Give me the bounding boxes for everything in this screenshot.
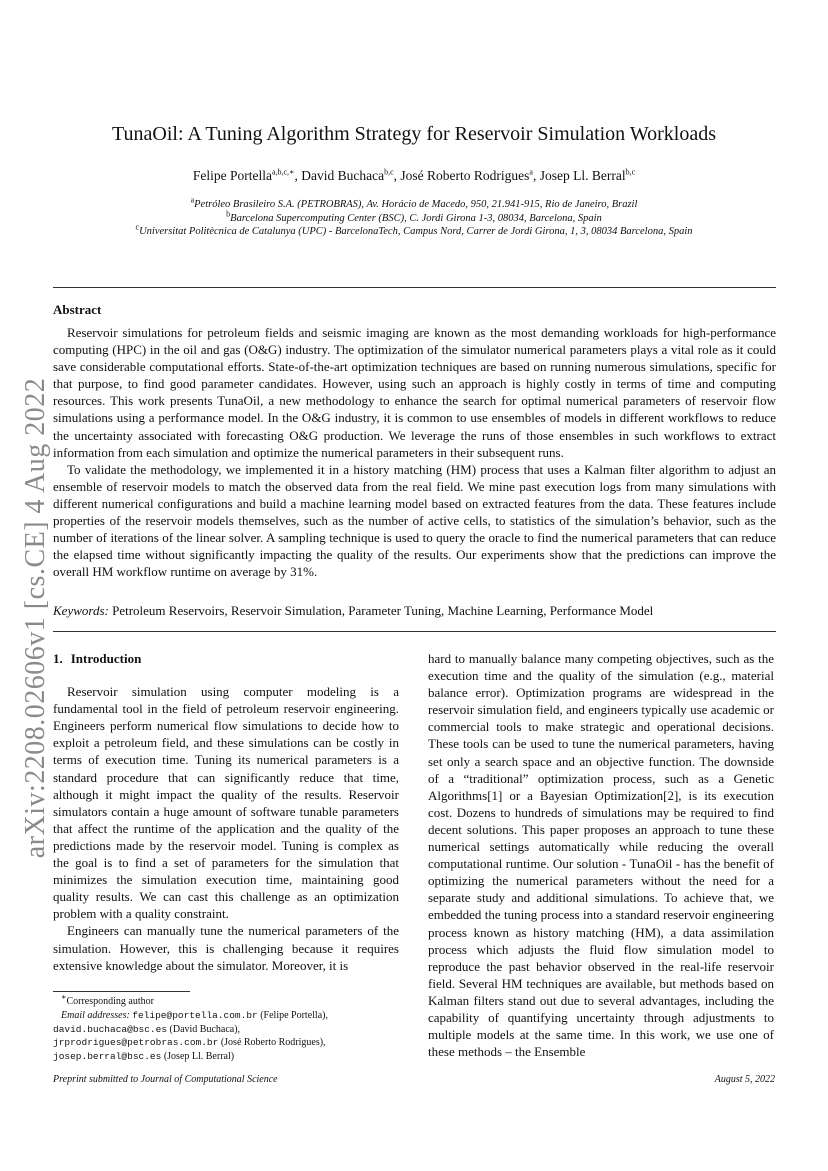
preprint-notice: Preprint submitted to Journal of Computational Science bbox=[53, 1074, 278, 1085]
body-paragraph: Engineers can manually tune the numerical parameters of the simulation. However, this is challenging because it requires extensive knowledge about the simulator. Moreover, it is bbox=[53, 923, 399, 973]
author-name: Felipe Portella bbox=[192, 168, 272, 183]
preprint-date: August 5, 2022 bbox=[714, 1074, 775, 1085]
abstract-heading: Abstract bbox=[53, 302, 102, 317]
keywords-label: Keywords: bbox=[53, 603, 109, 618]
footnote-email-line bbox=[53, 1023, 403, 1037]
author-name: Josep Ll. Berral bbox=[539, 168, 626, 183]
keywords-line bbox=[53, 602, 776, 619]
affiliation-text: Petróleo Brasileiro S.A. (PETROBRAS), Av. Horácio de Macedo, 950, 21.941-915, Rio de Janeiro, Brazil bbox=[194, 199, 638, 210]
section-number: 1. bbox=[53, 651, 63, 666]
author-list: Felipe Portella$^{a,b,c,∗}$, David Buchaca$^{b,c}$, José Roberto Rodrigues$^a$, Josep Ll. Berral$^{b,c}$ bbox=[192, 167, 636, 183]
email-link[interactable]: felipe@portella.com.br bbox=[132, 1009, 258, 1021]
affiliation-line bbox=[0, 222, 828, 239]
email-link[interactable]: jrprodrigues@petrobras.com.br bbox=[53, 1037, 219, 1049]
paper-title: TunaOil: A Tuning Algorithm Strategy for Reservoir Simulation Workloads bbox=[112, 123, 716, 145]
author-affil-mark: a bbox=[529, 167, 533, 177]
footnote-email-line bbox=[53, 1036, 403, 1050]
author-affil-mark: b,c bbox=[625, 167, 636, 177]
author-name: José Roberto Rodrigues bbox=[400, 168, 530, 183]
left-column bbox=[53, 648, 399, 974]
author-name: David Buchaca bbox=[301, 168, 385, 183]
abstract-paragraph: To validate the methodology, we implemented it in a history matching (HM) process that uses a Kalman filter algorithm to adjust an ensemble of reservoir models to match the observed data from the real field. We mine past execution logs from many simulations with different numerical configurations and build a machine learning model based on extracted features from the data. These features include properties of the reservoir models themselves, such as the number of active cells, to statistics of the simulation’s behavior, such as the number of iterations of the linear solver. A sampling technique is used to query the oracle to find the numerical parameters that can reduce the elapsed time without significantly impacting the quality of the results. Our experiments show that the predictions can improve the overall HM workflow runtime on average by 31%. bbox=[53, 461, 776, 580]
footnote-mark: ∗ bbox=[61, 992, 67, 1002]
keywords-bottom-rule bbox=[53, 631, 776, 632]
affiliation-mark: c bbox=[135, 222, 140, 232]
right-column bbox=[428, 650, 774, 1060]
email-owner: (Felipe Portella), bbox=[260, 1009, 328, 1021]
arxiv-identifier-stamp: arXiv:2208.02606v1 [cs.CE] 4 Aug 2022 bbox=[20, 377, 51, 859]
abstract-top-rule bbox=[53, 287, 776, 288]
abstract-paragraph: Reservoir simulations for petroleum fields and seismic imaging are known as the most demanding workloads for high-performance computing (HPC) in the oil and gas (O&G) industry. The optimization of the simulator numerical parameters plays a vital role as it could save considerable computational efforts. State-of-the-art optimization techniques are based on running numerous simulations, specific for that purpose, to find good parameter candidates. However, using such an approach is highly costly in terms of time and computing resources. This work presents TunaOil, a new methodology to enhance the search for optimal numerical parameters of reservoir flow simulations using a performance model. In the O&G industry, it is common to use ensembles of models in different workflows to reduce the uncertainty associated with forecasting O&G production. We leverage the runs of those ensembles in such workflows to extract information from each simulation and optimize the numerical parameters in their subsequent runs. bbox=[53, 325, 776, 460]
body-paragraph: hard to manually balance many competing objectives, such as the execution time and the quality of the simulation (e.g., material balance error). Optimization programs are widespread in the reservoir simulation field, and engineers typically use academic or commercial tools to make strategic and operational decisions. These tools can be used to tune the numerical parameters, having set only a search space and an objective function. The downside of a “traditional” optimization process, such as a Genetic Algorithms[1] or a Bayesian Optimization[2], is its execution cost. Dozens to hundreds of simulations may be required to find decent solutions. This paper proposes an approach to tune these numerical settings automatically while reducing the overall computational runtime. Our solution - TunaOil - has the benefit of optimizing the numerical parameters without the need for a separate study and additional simulations. To achieve that, we embedded the tuning process into a standard reservoir engineering process known as history matching (HM), a data assimilation process which adjusts the fluid flow simulation model to reproduce the past behavior observed in the real-life reservoir field. Several HM techniques are available, but methods based on Kalman filters stand out due to several advantages, including the capability of quantifying uncertainty through adjustments to multiple models at the same time. In this work, we use one of these methods – the Ensemble bbox=[428, 651, 774, 1060]
footnote-text: Corresponding author bbox=[66, 996, 154, 1007]
author-affil-mark: a,b,c,∗ bbox=[271, 167, 295, 177]
affiliation-text: Barcelona Supercomputing Center (BSC), C. Jordi Girona 1-3, 08034, Barcelona, Spain bbox=[230, 212, 602, 224]
footnote-rule bbox=[53, 991, 190, 992]
affiliation-mark: b bbox=[226, 209, 231, 218]
keywords-text: Petroleum Reservoirs, Reservoir Simulation, Parameter Tuning, Machine Learning, Performance Model bbox=[112, 603, 654, 618]
email-link[interactable]: david.buchaca@bsc.es bbox=[53, 1023, 168, 1035]
footnote-email-line bbox=[53, 1050, 403, 1064]
affiliation-list bbox=[0, 195, 828, 239]
affiliation-line bbox=[0, 209, 828, 226]
section-heading bbox=[53, 650, 399, 667]
email-owner: (Josep Ll. Berral) bbox=[163, 1051, 235, 1063]
email-label: Email addresses: bbox=[61, 1009, 130, 1021]
footnote-corresponding bbox=[53, 992, 403, 1009]
footnotes bbox=[53, 992, 403, 1064]
abstract-body bbox=[53, 324, 776, 580]
affiliation-mark: a bbox=[190, 195, 195, 205]
affiliation-line bbox=[0, 195, 828, 212]
footnote-email-line bbox=[53, 1009, 403, 1023]
body-paragraph: Reservoir simulation using computer modeling is a fundamental tool in the field of petroleum reservoir engineering. Engineers perform numerical flow simulations to decide how to exploit a petroleum field, and these simulations can be costly in terms of execution time. Tuning its numerical parameters is a standard procedure that can significantly reduce that time, although it might impact the quality of the results. Reservoir simulators contain a huge amount of software tunable parameters that affect the runtime of the application and the quality of the predictions made by the reservoir model. Tuning is complex as the goal is to find a set of parameters for the simulation that minimizes the simulation execution time, maintaining good quality results. We can cast this challenge as an optimization problem with a quality constraint. bbox=[53, 684, 399, 922]
author-affil-mark: b,c bbox=[384, 167, 394, 177]
email-owner: (José Roberto Rodrigues), bbox=[220, 1037, 326, 1049]
email-owner: (David Buchaca), bbox=[169, 1023, 241, 1035]
affiliation-text: Universitat Politècnica de Catalunya (UPC) - BarcelonaTech, Campus Nord, Carrer de Jordi Girona, 1, 3, 08034 Barcelona, Spain bbox=[139, 226, 693, 237]
email-link[interactable]: josep.berral@bsc.es bbox=[53, 1051, 162, 1063]
section-title: Introduction bbox=[70, 651, 142, 666]
